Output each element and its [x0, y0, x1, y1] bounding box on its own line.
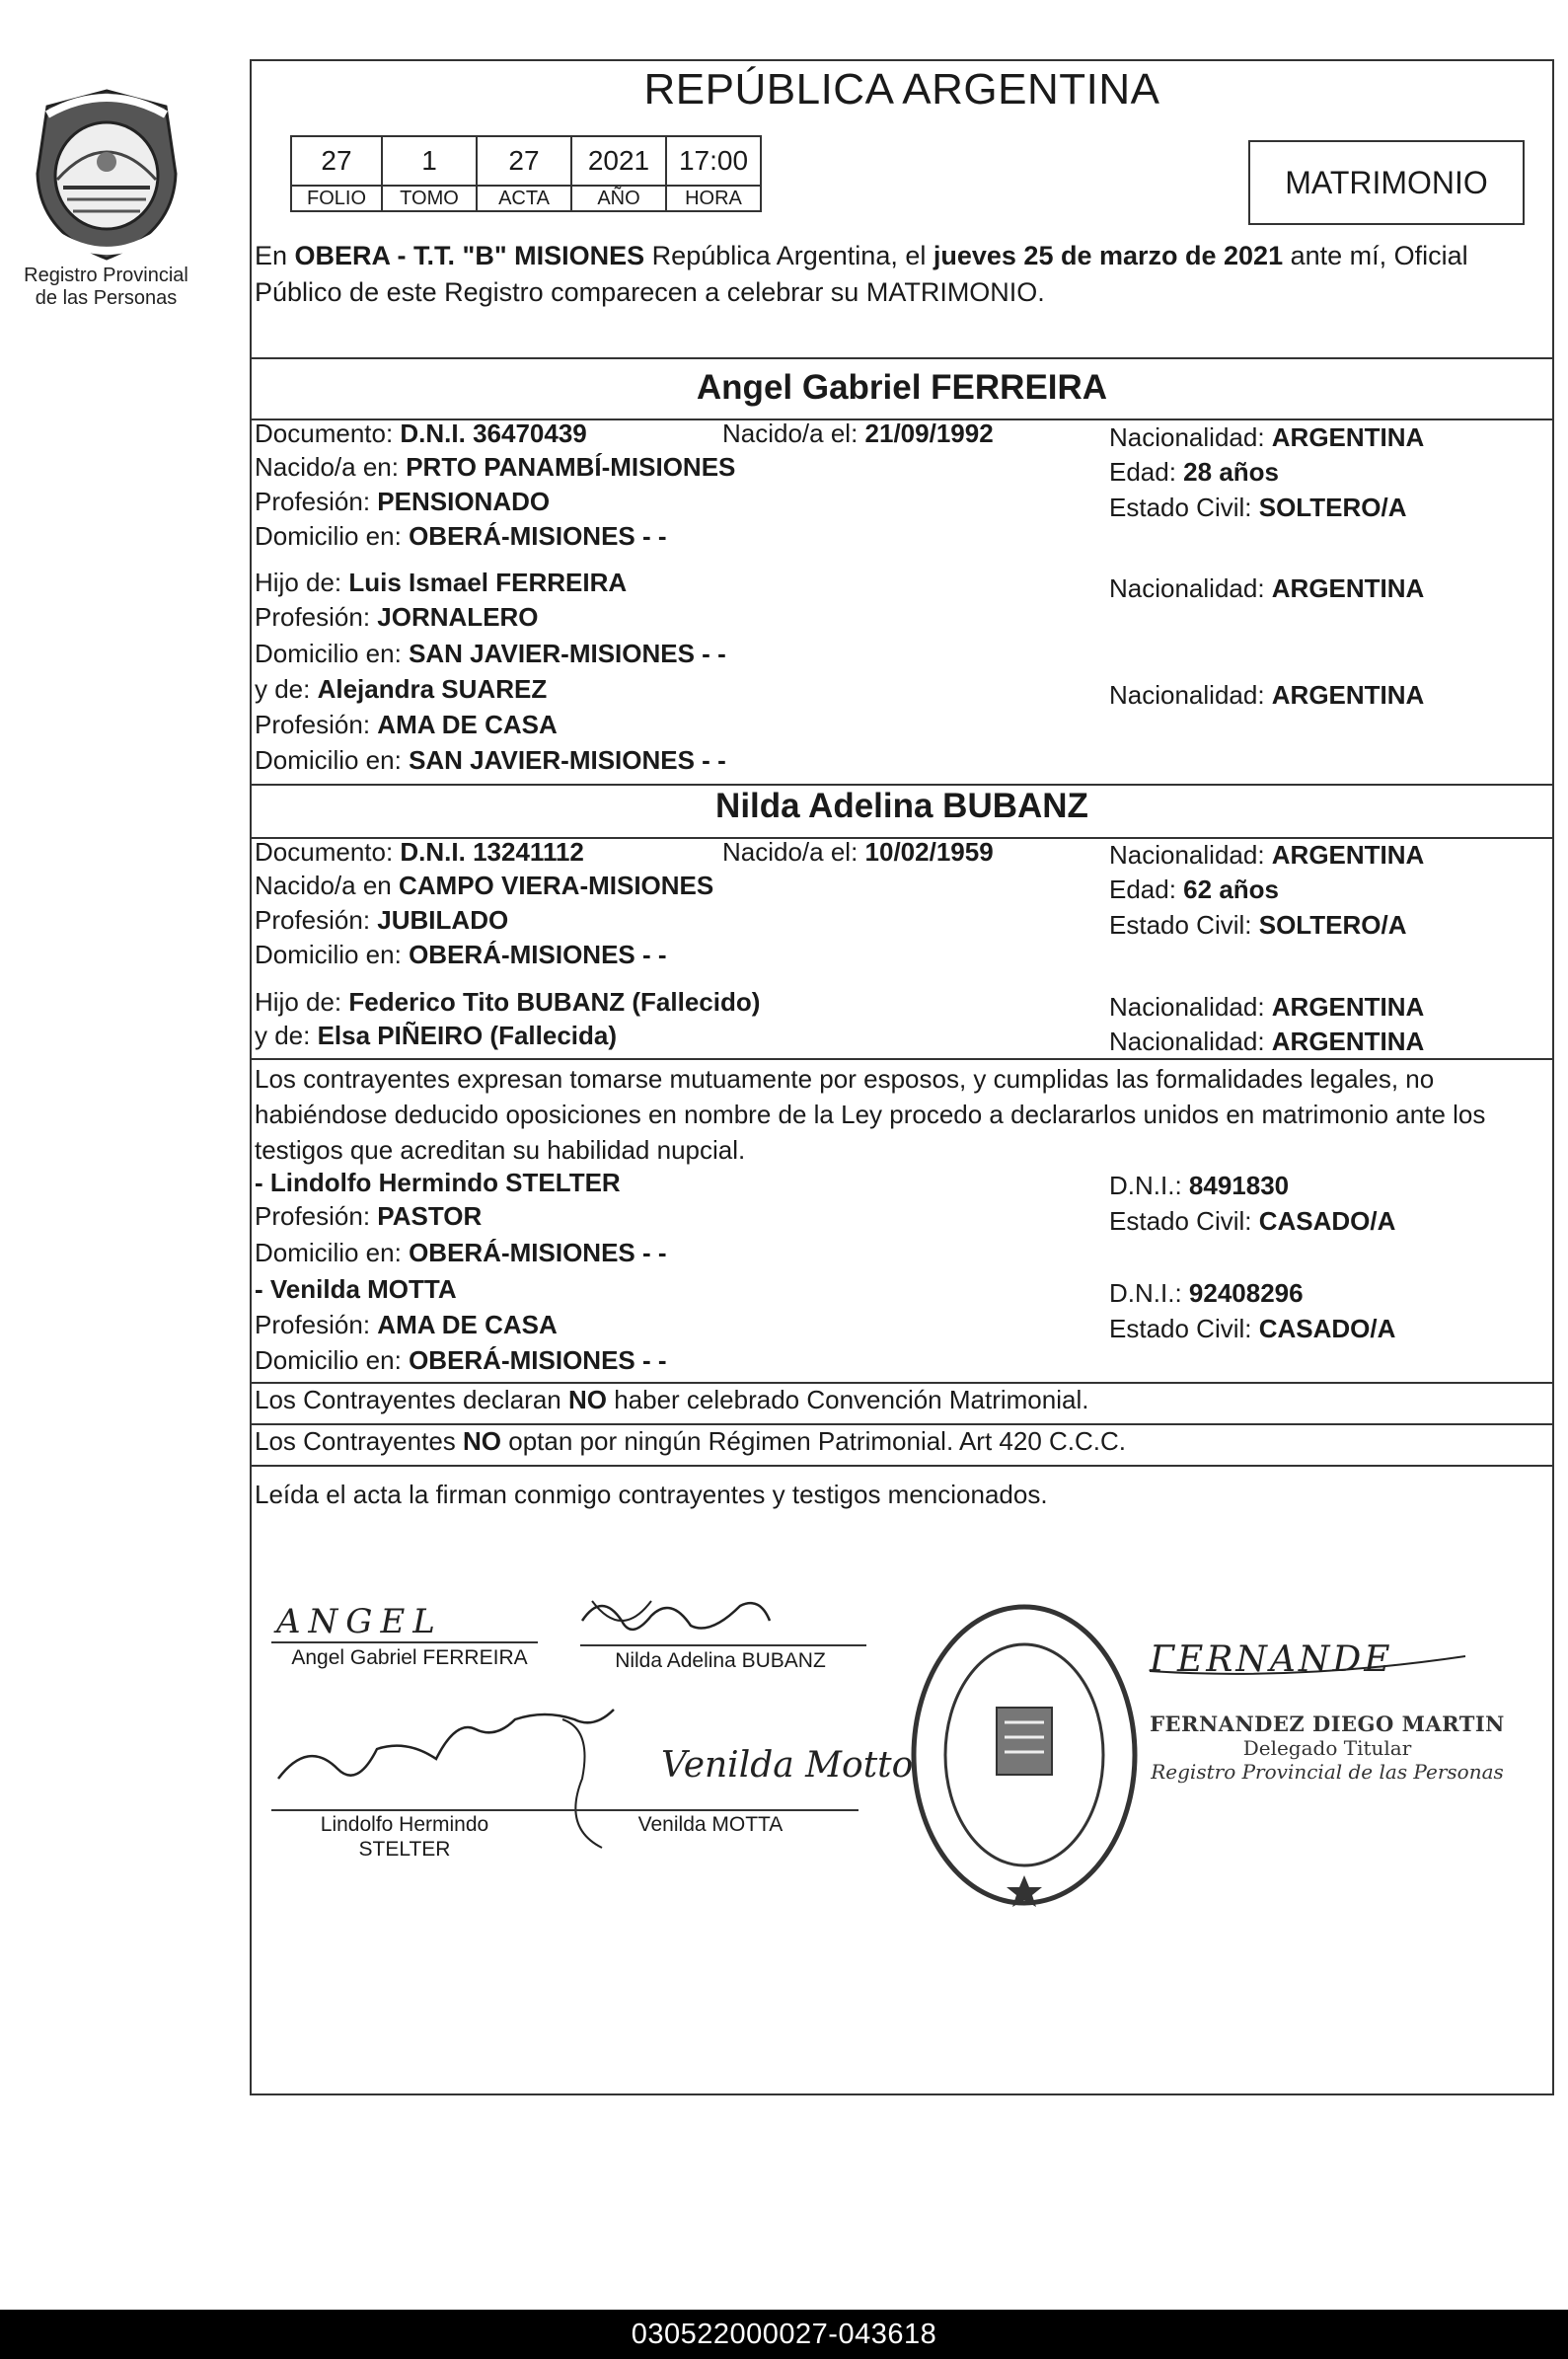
spouse2-mother: y de: Elsa PIÑEIRO (Fallecida)	[255, 1021, 618, 1050]
closing-statement: Leída el acta la firman conmigo contrayentes y testigos mencionados.	[255, 1480, 1048, 1509]
spouse2-mother-nationality: Nacionalidad: ARGENTINA	[1109, 1027, 1425, 1056]
spouse1-nationality: Nacionalidad: ARGENTINA	[1109, 422, 1425, 452]
spouse1-profession: Profesión: PENSIONADO	[255, 487, 551, 516]
declaration-paragraph: Los contrayentes expresan tomarse mutuamente por esposos, y cumplidas las formalidades legales, no habiéndose deducido oposiciones en nombre de la Ley procedo a declararlos unidos en matrimonio ante los testigos que acreditan su habilidad nupcial.	[255, 1064, 1486, 1165]
signature-line	[271, 1641, 538, 1643]
folio-value: 27	[291, 136, 382, 186]
spouse1-father-nationality: Nacionalidad: ARGENTINA	[1109, 573, 1425, 603]
anio-label: AÑO	[571, 186, 666, 211]
signature-line	[271, 1809, 859, 1811]
spouse2-birthplace: Nacido/a en CAMPO VIERA-MISIONES	[255, 871, 714, 900]
svg-text:Venilda Motto: Venilda Motto	[661, 1745, 914, 1786]
witness2-name: - Venilda MOTTA	[255, 1274, 457, 1304]
signature-label-witness2: Venilda MOTTA	[637, 1813, 784, 1836]
official-name: FERNANDEZ DIEGO MARTIN	[1150, 1712, 1505, 1736]
spouse1-mother-nationality: Nacionalidad: ARGENTINA	[1109, 680, 1425, 710]
registration-grid	[290, 135, 762, 212]
witness2-dni: D.N.I.: 92408296	[1109, 1278, 1304, 1308]
spouse2-civil-status: Estado Civil: SOLTERO/A	[1109, 910, 1407, 940]
spouse2-birth-date: Nacido/a el: 10/02/1959	[722, 837, 994, 867]
spouse1-mother-address: Domicilio en: SAN JAVIER-MISIONES - -	[255, 745, 726, 775]
anio-value: 2021	[571, 136, 666, 186]
act-type-badge: MATRIMONIO	[1248, 140, 1525, 225]
spouse2-document: Documento: D.N.I. 13241112	[255, 837, 584, 867]
spouse2-profession: Profesión: JUBILADO	[255, 905, 509, 935]
provincia-misiones-seal-icon	[28, 85, 186, 263]
document-code-bar: 030522000027-043618	[0, 2310, 1568, 2359]
witness2-profession: Profesión: AMA DE CASA	[255, 1310, 558, 1339]
ceremony-date: jueves 25 de marzo de 2021	[933, 241, 1284, 270]
registry-caption: Registro Provincial de las Personas	[24, 265, 188, 309]
folio-label: FOLIO	[291, 186, 382, 211]
witness1-civil-status: Estado Civil: CASADO/A	[1109, 1206, 1396, 1236]
spouse1-father-address: Domicilio en: SAN JAVIER-MISIONES - -	[255, 639, 726, 668]
witness1-dni: D.N.I.: 8491830	[1109, 1171, 1290, 1200]
official-stamp-icon	[906, 1599, 1143, 1910]
svg-text:ANGEL: ANGEL	[276, 1602, 443, 1641]
signature-line	[580, 1644, 866, 1646]
spouse1-civil-status: Estado Civil: SOLTERO/A	[1109, 493, 1407, 522]
spouse1-mother: y de: Alejandra SUAREZ	[255, 674, 548, 704]
divider	[250, 1058, 1554, 1060]
spouse1-birthplace: Nacido/a en: PRTO PANAMBÍ-MISIONES	[255, 452, 736, 482]
divider	[250, 357, 1554, 359]
spouse1-father-profession: Profesión: JORNALERO	[255, 602, 539, 632]
witness1-name: - Lindolfo Hermindo STELTER	[255, 1168, 621, 1197]
spouse1-name: Angel Gabriel FERREIRA	[696, 368, 1108, 407]
hora-value: 17:00	[666, 136, 761, 186]
acta-value: 27	[477, 136, 571, 186]
place-name: OBERA - T.T. "B" MISIONES	[294, 241, 645, 270]
tomo-label: TOMO	[382, 186, 477, 211]
official-office: Registro Provincial de las Personas	[1151, 1760, 1504, 1784]
witness2-civil-status: Estado Civil: CASADO/A	[1109, 1314, 1396, 1343]
spouse2-address: Domicilio en: OBERÁ-MISIONES - -	[255, 940, 667, 969]
spouse1-age: Edad: 28 años	[1109, 457, 1279, 487]
hora-label: HORA	[666, 186, 761, 211]
witness1-address: Domicilio en: OBERÁ-MISIONES - -	[255, 1238, 667, 1267]
official-signature-handwriting	[1145, 1627, 1480, 1696]
spouse2-nationality: Nacionalidad: ARGENTINA	[1109, 840, 1425, 870]
official-role: Delegado Titular	[1242, 1736, 1412, 1760]
spouse1-birth-date: Nacido/a el: 21/09/1992	[722, 419, 994, 448]
witness1-profession: Profesión: PASTOR	[255, 1201, 483, 1231]
spouse1-father: Hijo de: Luis Ismael FERREIRA	[255, 568, 628, 597]
regime-line: Los Contrayentes NO optan por ningún Régimen Patrimonial. Art 420 C.C.C.	[255, 1426, 1127, 1456]
convention-line: Los Contrayentes declaran NO haber celebrado Convención Matrimonial.	[255, 1385, 1089, 1414]
spouse2-age: Edad: 62 años	[1109, 875, 1279, 904]
spouse2-father-nationality: Nacionalidad: ARGENTINA	[1109, 992, 1425, 1022]
page-title: REPÚBLICA ARGENTINA	[643, 65, 1160, 114]
acta-label: ACTA	[477, 186, 571, 211]
signature-label-witness1: Lindolfo Hermindo STELTER	[320, 1813, 489, 1861]
divider	[250, 1465, 1554, 1467]
tomo-value: 1	[382, 136, 477, 186]
spouse2-father: Hijo de: Federico Tito BUBANZ (Fallecido)	[255, 987, 761, 1017]
spouse1-address: Domicilio en: OBERÁ-MISIONES - -	[255, 521, 667, 551]
spouse1-mother-profession: Profesión: AMA DE CASA	[255, 710, 558, 739]
spouse2-name: Nilda Adelina BUBANZ	[715, 787, 1088, 825]
divider	[250, 784, 1554, 786]
witness2-address: Domicilio en: OBERÁ-MISIONES - -	[255, 1345, 667, 1375]
official-block	[1150, 1712, 1505, 1784]
svg-text:ΓERNANDE: ΓERNANDE	[1150, 1639, 1393, 1680]
signature-label-spouse2: Nilda Adelina BUBANZ	[615, 1649, 826, 1672]
spouse1-document: Documento: D.N.I. 36470439	[255, 419, 587, 448]
signature-label-spouse1: Angel Gabriel FERREIRA	[291, 1646, 528, 1669]
intro-paragraph: En OBERA - T.T. "B" MISIONES República Argentina, el jueves 25 de marzo de 2021 ante mí, Oficial Público de este Registro comparecen a celebrar su MATRIMONIO.	[255, 241, 1468, 307]
